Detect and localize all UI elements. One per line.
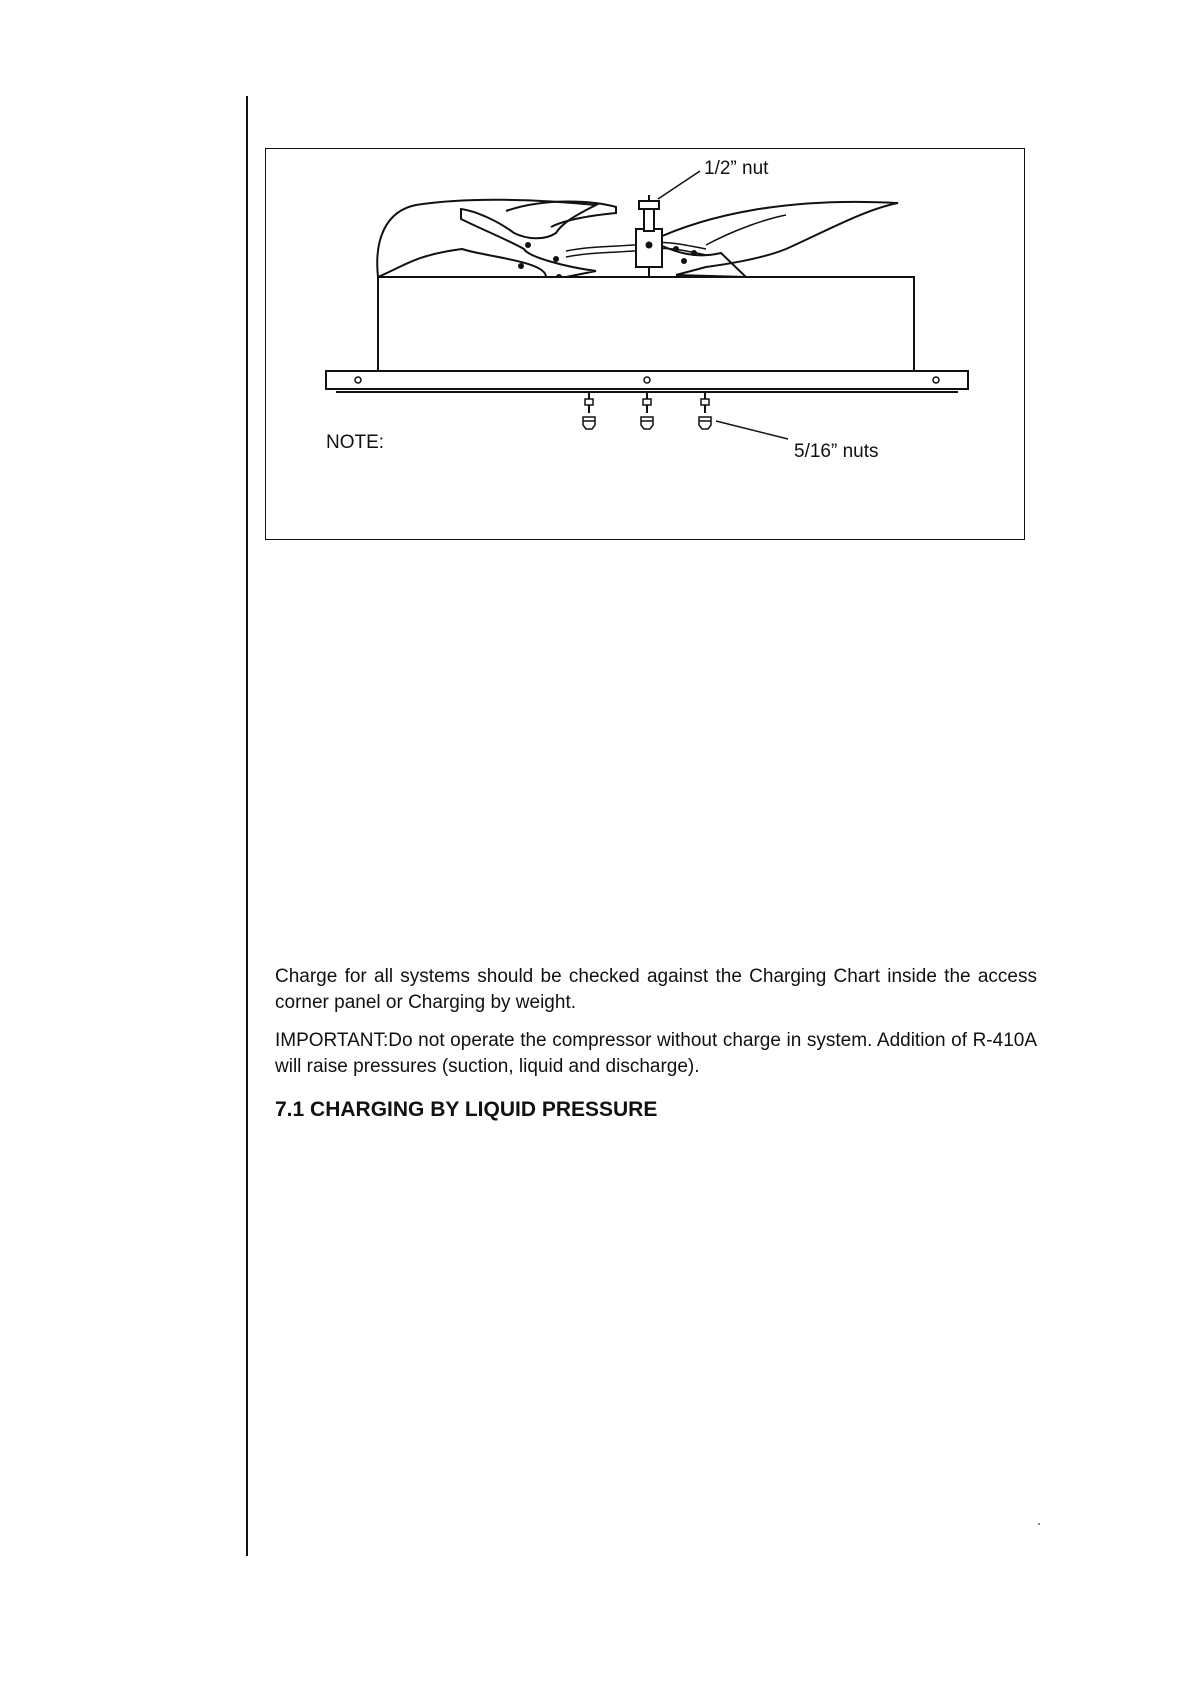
- half-inch-nut-drawing: [639, 201, 659, 209]
- plate-hole-left: [355, 377, 361, 383]
- plate-hole-right: [933, 377, 939, 383]
- important-warning-paragraph: IMPORTANT:Do not operate the compressor without charge in system. Addition of R-410A will raise pressures (suction, liquid and discharge).: [275, 1030, 1037, 1077]
- left-margin-rule: [246, 96, 248, 1556]
- fan-motor-figure: [265, 148, 1025, 540]
- blade-bolt: [691, 250, 697, 256]
- five-sixteenth-nuts-label: 5/16” nuts: [794, 441, 879, 462]
- stud-left: [583, 392, 595, 429]
- section-heading: 7.1 CHARGING BY LIQUID PRESSURE: [275, 1098, 658, 1121]
- half-inch-nut-label: 1/2” nut: [704, 158, 769, 179]
- fan-blade-right: [651, 202, 898, 277]
- blade-bolt: [553, 256, 559, 262]
- fan-motor-drawing: [266, 149, 1026, 541]
- half-inch-nut-leader: [658, 171, 700, 199]
- blade-bolt: [673, 246, 679, 252]
- note-label: NOTE:: [326, 432, 385, 453]
- stud-right: [699, 392, 711, 429]
- blade-bolt: [525, 242, 531, 248]
- plate-hole-center: [644, 377, 650, 383]
- charge-check-paragraph: Charge for all systems should be checked against the Charging Chart inside the access corner panel or Charging by weight.: [275, 966, 1037, 1013]
- blade-bolt: [518, 263, 524, 269]
- five-sixteenth-nuts-leader: [716, 421, 788, 439]
- motor-housing: [378, 277, 914, 371]
- stud-center: [641, 392, 653, 429]
- fan-shaft: [644, 209, 654, 231]
- blade-bolt: [681, 258, 687, 264]
- fan-blade-left: [377, 200, 596, 277]
- page-speck: [1038, 1523, 1040, 1525]
- hub-bolt: [646, 242, 653, 249]
